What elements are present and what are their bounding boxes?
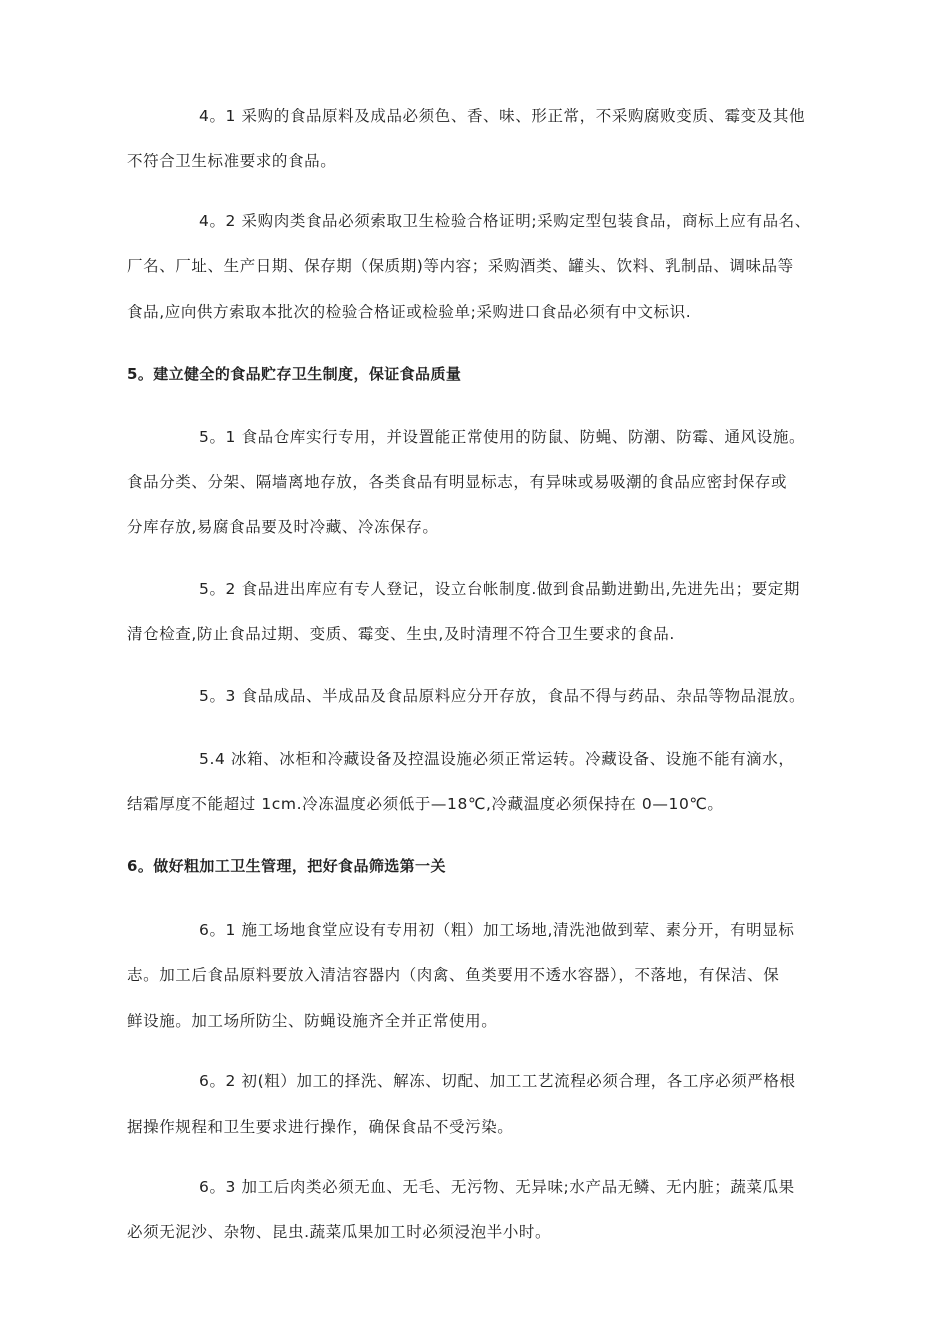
clause-6-2-line-1: 6。2 初(粗）加工的择洗、解冻、切配、加工工艺流程必须合理，各工序必须严格根 xyxy=(199,1072,796,1090)
clause-5-2-line-2: 清仓检查,防止食品过期、变质、霉变、生虫,及时清理不符合卫生要求的食品. xyxy=(127,625,675,643)
clause-6-1-line-1: 6。1 施工场地食堂应设有专用初（粗）加工场地,清洗池做到荤、素分开，有明显标 xyxy=(199,921,795,939)
clause-4-1-line-1: 4。1 采购的食品原料及成品必须色、香、味、形正常，不采购腐败变质、霉变及其他 xyxy=(199,107,806,125)
section-5-heading: 5。建立健全的食品贮存卫生制度，保证食品质量 xyxy=(127,365,462,383)
clause-5-4-line-1: 5.4 冰箱、冰柜和冷藏设备及控温设施必须正常运转。冷藏设备、设施不能有滴水， xyxy=(199,750,795,768)
clause-6-3-line-1: 6。3 加工后肉类必须无血、无毛、无污物、无异味;水产品无鳞、无内脏；蔬菜瓜果 xyxy=(199,1178,795,1196)
clause-4-2-line-3: 食品,应向供方索取本批次的检验合格证或检验单;采购进口食品必须有中文标识. xyxy=(127,303,692,321)
clause-6-3-line-2: 必须无泥沙、杂物、昆虫.蔬菜瓜果加工时必须浸泡半小时。 xyxy=(127,1223,552,1241)
clause-5-4-line-2: 结霜厚度不能超过 1cm.冷冻温度必须低于—18℃,冷藏温度必须保持在 0—10℃。 xyxy=(127,795,724,813)
clause-6-2-line-2: 据操作规程和卫生要求进行操作，确保食品不受污染。 xyxy=(127,1118,514,1136)
clause-5-1-line-2: 食品分类、分架、隔墙离地存放，各类食品有明显标志，有异味或易吸潮的食品应密封保存或 xyxy=(127,473,788,491)
clause-5-3-line-1: 5。3 食品成品、半成品及食品原料应分开存放，食品不得与药品、杂品等物品混放。 xyxy=(199,687,806,705)
clause-4-2-line-2: 厂名、厂址、生产日期、保存期（保质期)等内容；采购酒类、罐头、饮料、乳制品、调味品等 xyxy=(127,257,794,275)
clause-5-1-line-3: 分库存放,易腐食品要及时冷藏、冷冻保存。 xyxy=(127,518,439,536)
clause-5-1-line-1: 5。1 食品仓库实行专用，并设置能正常使用的防鼠、防蝇、防潮、防霉、通风设施。 xyxy=(199,428,806,446)
clause-4-1-line-2: 不符合卫生标准要求的食品。 xyxy=(127,152,337,170)
section-6-heading: 6。做好粗加工卫生管理，把好食品筛选第一关 xyxy=(127,857,446,875)
clause-6-1-line-2: 志。加工后食品原料要放入清洁容器内（肉禽、鱼类要用不透水容器），不落地，有保洁、保 xyxy=(127,966,780,984)
clause-4-2-line-1: 4。2 采购肉类食品必须索取卫生检验合格证明;采购定型包装食品，商标上应有品名、 xyxy=(199,212,811,230)
clause-6-1-line-3: 鲜设施。加工场所防尘、防蝇设施齐全并正常使用。 xyxy=(127,1012,498,1030)
clause-5-2-line-1: 5。2 食品进出库应有专人登记，设立台帐制度.做到食品勤进勤出,先进先出；要定期 xyxy=(199,580,801,598)
